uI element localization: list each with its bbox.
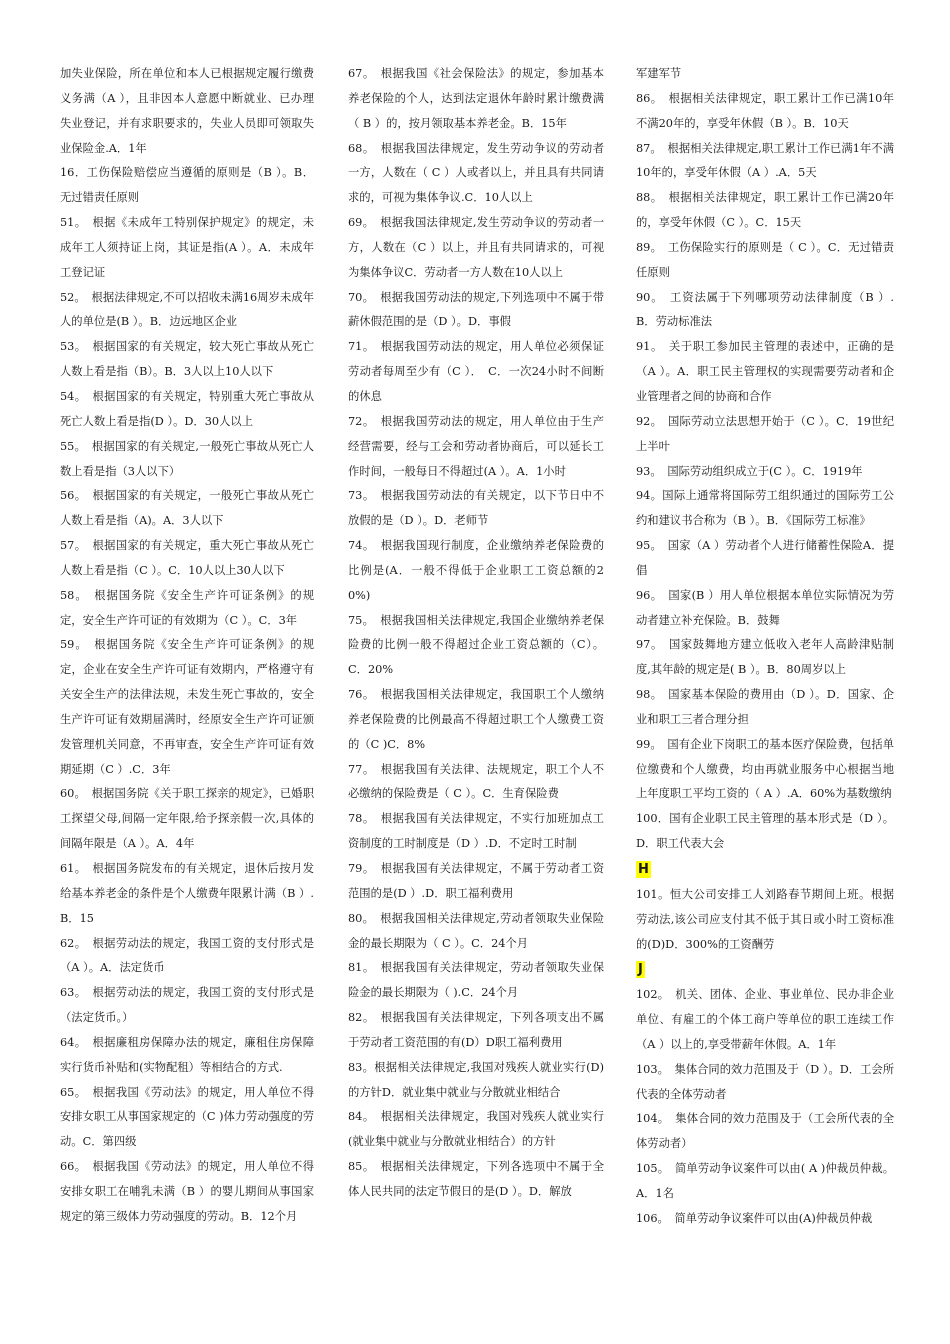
question-item: 78。 根据我国有关法律规定，不实行加班加点工资制度的工时制度是（D ）.D．不定时工时制	[348, 812, 604, 851]
text-column-middle	[348, 62, 604, 1205]
question-item: 90。 工资法属于下列哪项劳动法律制度（B ）.B．劳动标准法	[636, 290, 894, 329]
question-item: 87。 根据相关法律规定,职工累计工作已满1年不满10年的，享受年休假（A ）.A．5天	[636, 141, 894, 180]
question-item: 79。 根据我国有关法律规定，不属于劳动者工资范围的是(D ）.D．职工福利费用	[348, 862, 604, 900]
question-item: 105。 简单劳动争议案件可以由( A )仲裁员仲裁。A．1名	[636, 1162, 894, 1200]
question-item: 71。 根据我国劳动法的规定，用人单位必须保证劳动者每周至少有（C ）． C．一次24小时不间断的休息	[348, 340, 604, 403]
question-item: 103。 集体合同的效力范围及于（D ）。D．工会所代表的全体劳动者	[636, 1062, 894, 1101]
section-letter-h: H	[638, 862, 649, 877]
question-item: 85。 根据相关法律规定，下列各选项中不属于全体人民共同的法定节假日的是(D ）。D．解放	[348, 1160, 604, 1198]
question-item: 54。 根据国家的有关规定，特别重大死亡事故从死亡人数上看是指(D ）。D．30人以上	[60, 389, 314, 428]
question-item: 63。 根据劳动法的规定，我国工资的支付形式是（法定货币。）	[60, 986, 314, 1025]
question-item: 88。 根据相关法律规定，职工累计工作已满20年的，享受年休假（C ）。C．15天	[636, 191, 894, 230]
question-item: 82。 根据我国有关法律规定，下列各项支出不属于劳动者工资范围的有(D）D职工福利费用	[348, 1011, 604, 1049]
question-item: 83。根据相关法律规定,我国对残疾人就业实行(D)的方针D．就业集中就业与分散就业相结合	[348, 1060, 604, 1099]
question-item: 62。 根据劳动法的规定，我国工资的支付形式是（A ）。A．法定货币	[60, 936, 314, 975]
question-item: 53。 根据国家的有关规定，较大死亡事故从死亡人数上看是指（B）。B．3人以上10人以下	[60, 340, 314, 379]
question-item: 56。 根据国家的有关规定，一般死亡事故从死亡人数上看是指（A)。A．3人以下	[60, 489, 314, 528]
section-heading-h	[636, 857, 894, 883]
question-item: 59。 根据国务院《安全生产许可证条例》的规定，企业在安全生产许可证有效期内，严格遵守有关安全生产的法律法规，未发生死亡事故的，安全生产许可证有效期届满时，经原安全生产许可证颁发管理机关同意，不再审查，安全生产许可证有效期延期（C ）.C．3年	[60, 638, 314, 776]
question-item: 99。 国有企业下岗职工的基本医疗保险费，包括单位缴费和个人缴费，均由再就业服务中心根据当地上年度职工平均工资的（ A ）.A．60%为基数缴纳	[636, 737, 894, 801]
question-item: 96。 国家(B ）用人单位根据本单位实际情况为劳动者建立补充保险。B．鼓舞	[636, 588, 894, 627]
question-item: 16．工伤保险赔偿应当遵循的原则是（B ）。B．无过错责任原则	[60, 166, 314, 205]
question-item: 76。 根据我国相关法律规定，我国职工个人缴纳养老保险费的比例最高不得超过职工个人缴费工资的（C )C．8%	[348, 688, 604, 751]
question-item: 72。 根据我国劳动法的规定，用人单位由于生产经营需要，经与工会和劳动者协商后，可以延长工作时间，一般每日不得超过(A ）。A．1小时	[348, 414, 604, 478]
question-item: 80。 根据我国相关法律规定,劳动者领取失业保险金的最长期限为（ C ）。C．24个月	[348, 911, 604, 950]
text-column-right	[636, 62, 894, 1232]
question-item: 89。 工伤保险实行的原则是（ C ）。C．无过错责任原则	[636, 240, 894, 279]
question-item: 55。 根据国家的有关规定,一般死亡事故从死亡人数上看是指（3人以下）	[60, 439, 314, 478]
question-item: 52。 根据法律规定,不可以招收未满16周岁未成年人的单位是(B ）。B．边远地区企业	[60, 290, 314, 329]
question-item: 64。 根据廉租房保障办法的规定，廉租住房保障实行货币补贴和(实物配租）等相结合的方式.	[60, 1035, 314, 1074]
question-item: 81。 根据我国有关法律规定，劳动者领取失业保险金的最长期限为（ ).C．24个月	[348, 961, 604, 1000]
question-item: 100．国有企业职工民主管理的基本形式是（D ）。D．职工代表大会	[636, 812, 894, 851]
question-item: 104。 集体合同的效力范围及于（工会所代表的全体劳动者）	[636, 1112, 894, 1151]
question-item: 97。 国家鼓舞地方建立低收入老年人高龄津贴制度,其年龄的规定是( B ）。B．80周岁以上	[636, 638, 894, 677]
question-item: 92。 国际劳动立法思想开始于（C ）。C．19世纪上半叶	[636, 414, 894, 453]
question-item: 91。 关于职工参加民主管理的表述中，正确的是（A ）。A．职工民主管理权的实现需要劳动者和企业管理者之间的协商和合作	[636, 340, 894, 403]
question-item: 74。 根据我国现行制度，企业缴纳养老保险费的比例是(A．一般不得低于企业职工工资总额的20%)	[348, 539, 604, 602]
question-item: 66。 根据我国《劳动法》的规定，用人单位不得安排女职工在哺乳未满（B ）的婴儿期间从事国家规定的第三级体力劳动强度的劳动。B．12个月	[60, 1160, 314, 1223]
question-item: 98。 国家基本保险的费用由（D ）。D．国家、企业和职工三者合理分担	[636, 688, 894, 726]
question-item: 94。国际上通常将国际劳工组织通过的国际劳工公约和建议书合称为（B ）。B．《国际劳工标准》	[636, 489, 894, 528]
question-item: 95。 国家（A ）劳动者个人进行储蓄性保险A．提倡	[636, 539, 894, 577]
section-heading-j	[636, 957, 894, 983]
question-item: 61。 根据国务院发布的有关规定，退休后按月发给基本养老金的条件是个人缴费年限累计满（B ）.B．15	[60, 862, 314, 925]
question-item: 58。 根据国务院《安全生产许可证条例》的规定，安全生产许可证的有效期为（C ）。C．3年	[60, 588, 314, 627]
question-item: 86。 根据相关法律规定，职工累计工作已满10年不满20年的，享受年休假（B ）。B．10天	[636, 91, 894, 130]
question-item: 加失业保险，所在单位和本人已根据规定履行缴费义务满（A ），且非因本人意愿中断就业、已办理失业登记，并有求职要求的，失业人员即可领取失业保险金.A．1年	[60, 67, 314, 155]
question-item: 65。 根据我国《劳动法》的规定，用人单位不得安排女职工从事国家规定的（C )体力劳动强度的劳动。C．第四级	[60, 1085, 314, 1149]
question-item: 73。 根据我国劳动法的有关规定，以下节日中不放假的是（D ）。D．老师节	[348, 489, 604, 528]
question-item: 70。 根据我国劳动法的规定,下列选项中不属于带薪休假范围的是（D ）。D．事假	[348, 290, 604, 329]
question-item: 军建军节	[636, 67, 682, 80]
question-item: 68。 根据我国法律规定，发生劳动争议的劳动者一方，人数在（ C ）人或者以上，并且具有共同请求的，可视为集体争议.C．10人以上	[348, 141, 604, 205]
question-item: 60。 根据国务院《关于职工探亲的规定》，已婚职工探望父母,间隔一定年限,给予探亲假一次,具体的间隔年限是（A ）。A．4年	[60, 787, 314, 851]
question-item: 57。 根据国家的有关规定，重大死亡事故从死亡人数上看是指（C ）。C．10人以上30人以下	[60, 539, 314, 577]
question-item: 69。 根据我国法律规定,发生劳动争议的劳动者一方，人数在（C ）以上，并且有共同请求的，可视为集体争议C．劳动者一方人数在10人以上	[348, 216, 604, 279]
question-item: 77。 根据我国有关法律、法规规定，职工个人不必缴纳的保险费是（ C ）。C．生育保险费	[348, 762, 604, 801]
question-item: 102。 机关、团体、企业、事业单位、民办非企业单位、有雇工的个体工商户等单位的职工连续工作（A ）以上的,享受带薪年休假。A．1年	[636, 988, 894, 1051]
question-item: 75。 根据我国相关法律规定,我国企业缴纳养老保险费的比例一般不得超过企业工资总额的（C）。C．20%	[348, 613, 604, 677]
text-column-left	[60, 62, 314, 1230]
question-item: 93。 国际劳动组织成立于(C ）。C．1919年	[636, 464, 863, 478]
question-item: 67。 根据我国《社会保险法》的规定，参加基本养老保险的个人，达到法定退休年龄时累计缴费满（ B ）的，按月领取基本养老金。B．15年	[348, 67, 604, 130]
question-item: 101。恒大公司安排工人刘路春节期间上班。根据劳动法,该公司应支付其不低于其日或小时工资标准的(D)D．300%的工资酬劳	[636, 887, 894, 951]
question-item: 51。 根据《未成年工特别保护规定》的规定，未成年工人须持证上岗，其证是指(A ）。A．未成年工登记证	[60, 216, 314, 279]
question-item: 106。 简单劳动争议案件可以由(A)仲裁员仲裁	[636, 1211, 873, 1225]
section-letter-j: J	[638, 962, 643, 978]
question-item: 84。 根据相关法律规定，我国对残疾人就业实行(就业集中就业与分散就业相结合）的方针	[348, 1110, 604, 1149]
